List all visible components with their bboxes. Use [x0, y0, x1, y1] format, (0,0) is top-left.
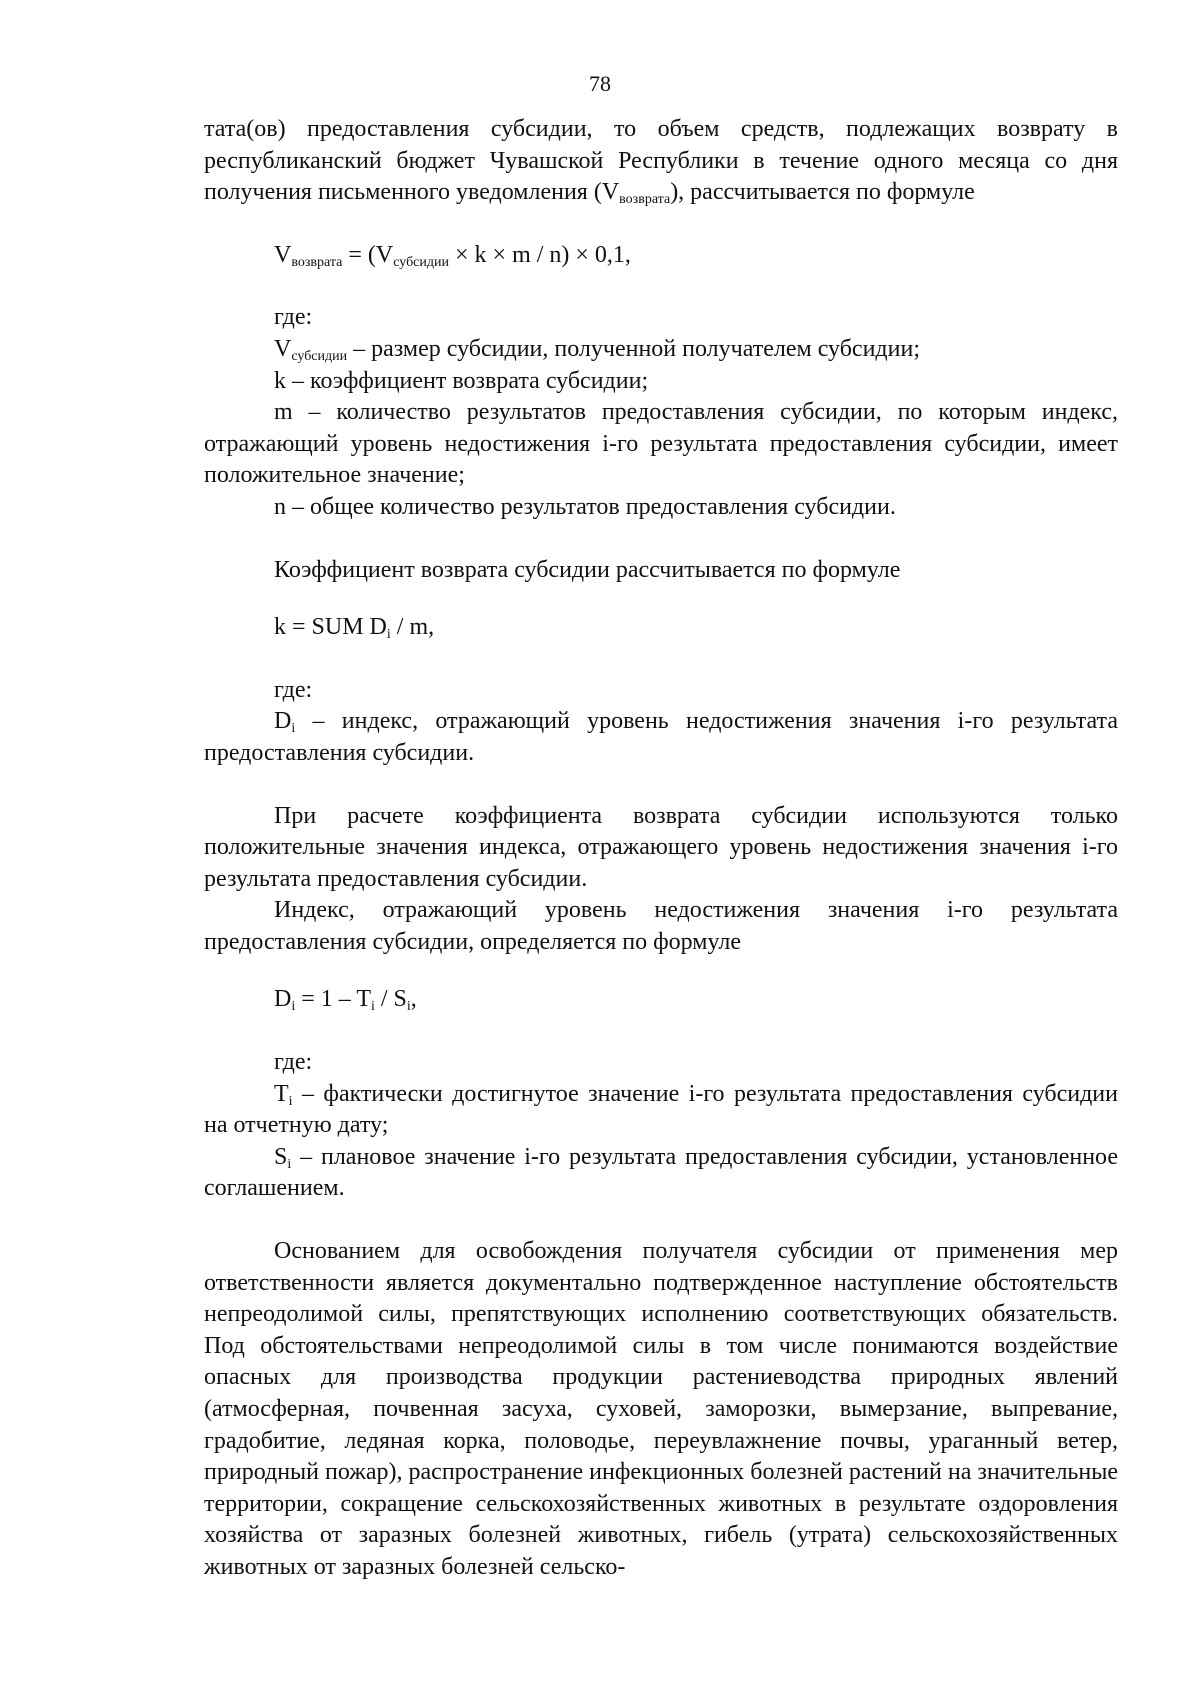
paragraph-index: Индекс, отражающий уровень недостижения значения i-го результата предоставления субсидии, определяется по формуле — [204, 897, 1118, 955]
definition-text: – фактически достигнутое значение i-го результата предоставления субсидии на отчетную дату; — [204, 1080, 1118, 1139]
subscript: i — [291, 999, 296, 1015]
subscript: субсидии — [291, 348, 348, 364]
paragraph-text: ), рассчитывается по формуле — [670, 179, 975, 206]
subscript: i — [371, 999, 375, 1015]
definition-k: k – коэффициент возврата субсидии; — [274, 367, 649, 394]
coefficient-intro: Коэффициент возврата субсидии рассчитывается по формуле — [274, 556, 901, 583]
definition-s — [204, 1142, 1118, 1205]
subscript: i — [291, 721, 296, 737]
subscript: i — [287, 1156, 292, 1172]
paragraph-return-amount — [204, 114, 1118, 209]
formula-symbol: / m, — [390, 614, 435, 641]
formula-symbol: × k × m / n) × 0,1, — [449, 241, 631, 268]
subscript: возврата — [619, 192, 671, 208]
formula-return-volume — [204, 240, 1118, 272]
formula-symbol: D — [274, 986, 292, 1013]
subscript: i — [386, 627, 391, 643]
definition-m: m – количество результатов предоставления субсидии, по которым индекс, отражающий уровень недостижения i-го результата предоставления субсидии, имеет положительное значение; — [204, 399, 1118, 489]
formula-symbol: S — [274, 1143, 288, 1170]
formula-symbol: , — [410, 986, 417, 1013]
definition-text: – индекс, отражающий уровень недостижения значения i-го результата предоставления субсидии. — [204, 708, 1118, 766]
page-number: 78 — [589, 71, 611, 96]
paragraph-force-majeure: Основанием для освобождения получателя субсидии от применения мер ответственности является документально подтвержденное наступление обстоятельств непреодолимой силы, препятствующих исполнению соответствующих обязательств. Под обстоятельствами непреодолимой силы в том числе понимаются воздействие опасных для производства продукции растениеводства природных явлений (атмосферная, почвенная засуха, суховей, заморозки, вымерзание, выпревание, градобитие, ледяная корка, половодье, переувлажнение почвы, ураганный ветер, природный пожар), распространение инфекционных болезней растений на значительные территории, сокращение сельскохозяйственных животных в результате оздоровления хозяйства от заразных болезней животных, гибель (утрата) сельскохозяйственных животных от заразных болезней сельско- — [204, 1238, 1118, 1580]
subscript: субсидии — [393, 254, 449, 270]
definition-n: n – общее количество результатов предоставления субсидии. — [274, 493, 896, 520]
formula-symbol: V — [274, 335, 292, 362]
paragraph-positive-values: При расчете коэффициента возврата субсидии используются только положительные значения индекса, отражающего уровень недостижения значения i-го результата предоставления субсидии. — [204, 802, 1118, 892]
formula-symbol: = (V — [342, 241, 394, 268]
formula-symbol: V — [274, 241, 292, 268]
subscript: i — [406, 999, 411, 1015]
definition-text: – размер субсидии, полученной получателем субсидии; — [347, 335, 920, 362]
formula-symbol: D — [274, 708, 292, 735]
formula-symbol: k = SUM D — [274, 614, 387, 641]
where-label: где: — [274, 304, 313, 331]
formula-k — [204, 612, 1118, 644]
definition-text: – плановое значение i-го результата предоставления субсидии, установленное соглашением. — [204, 1143, 1118, 1202]
formula-symbol: / S — [374, 986, 407, 1013]
formula-symbol: = 1 – T — [295, 986, 371, 1013]
subscript: возврата — [291, 254, 343, 270]
where-label: где: — [274, 676, 313, 703]
definition-t — [204, 1079, 1118, 1142]
definition-subsidy — [204, 334, 1118, 366]
definition-d — [204, 706, 1118, 769]
formula-symbol: T — [274, 1080, 289, 1107]
paragraph-text: тата(ов) предоставления субсидии, то объем средств, подлежащих возврату в республиканский бюджет Чувашской Республики в течение одного месяца со дня получения письменного уведомления (V — [204, 116, 1118, 206]
subscript: i — [288, 1093, 293, 1109]
formula-d — [204, 984, 1118, 1016]
where-label: где: — [274, 1049, 313, 1076]
page-body — [204, 114, 1118, 1584]
